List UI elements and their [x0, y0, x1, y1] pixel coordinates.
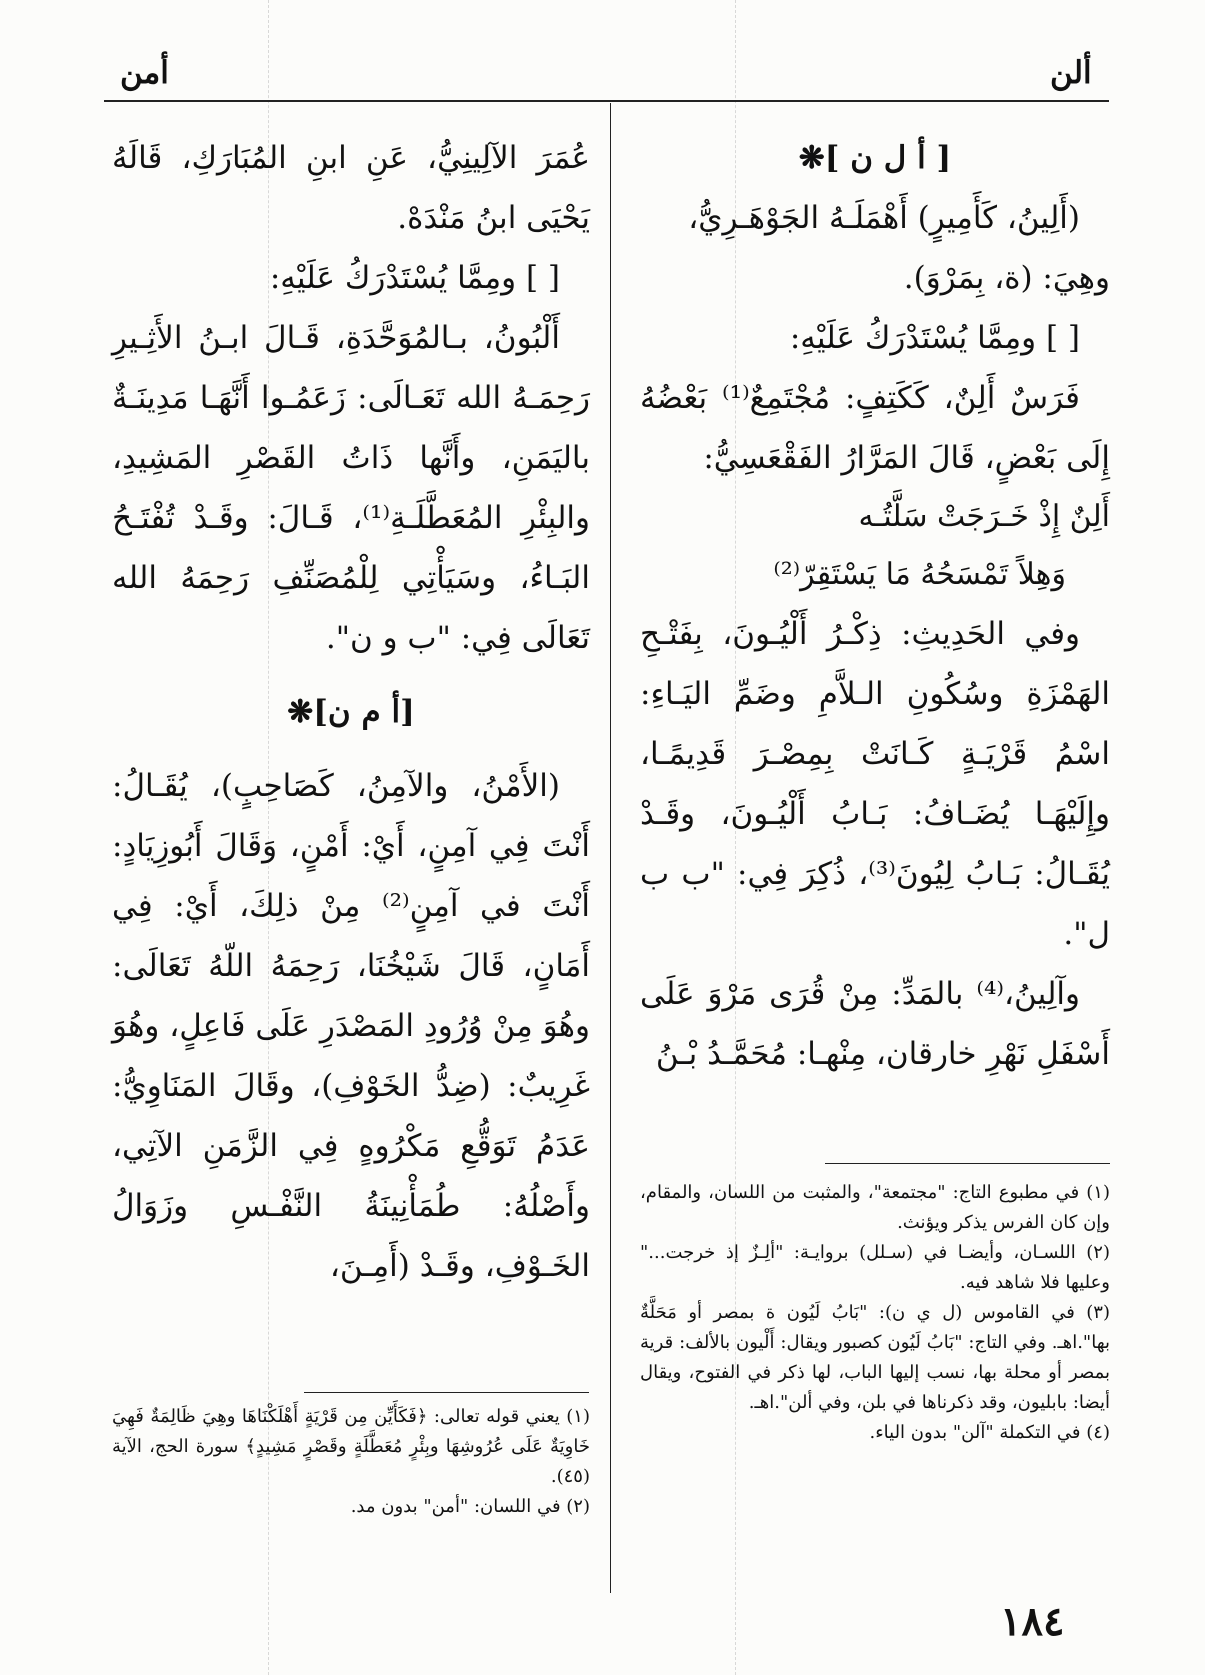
running-header-left: أمن — [120, 55, 169, 91]
paragraph: (أَلِينُ، كَأَمِيرٍ) أَهْمَلَـهُ الجَوْهَـرِيُّ، — [688, 200, 1080, 236]
footnote: (١) يعني قوله تعالى: ﴿فَكَأَيِّن مِن قَرْيَةٍ أَهْلَكْنَاهَا وهِيَ ظَالِمَةٌ فَهِيَ خَاوِيَةٌ عَلَى عُرُوشِهَا وبِئْرٍ مُعَطَّلَةٍ وقَصْرٍ مَشِيدٍ﴾ سورة الحج، الآية (٤٥). — [112, 1406, 590, 1487]
page-number: ١٨٤ — [1000, 1598, 1065, 1645]
left-column — [112, 128, 590, 1296]
paragraph: وآلِينُ،⁽⁴⁾ بالمَدِّ: مِنْ قُرَى مَرْوَ عَلَى أَسْفَلِ نَهْرِ خارقان، مِنْهـا: مُحَمَّـدُ بْـنُ — [640, 976, 1110, 1072]
paragraph: فَرَسٌ أَلِنٌ، كَكَتِفٍ: مُجْتَمِعٌ⁽¹⁾ بَعْضُهُ إِلَى بَعْضٍ، قَالَ المَرَّارُ الفَقْعَسِيُّ: — [640, 380, 1110, 476]
footnote: (٣) في القاموس (ل ي ن): "بَابُ لَيُون ة بمصر أو مَحَلَّةٌ بها".اهـ. وفي التاج: "بَابُ لَيُون كصبور ويقال: أَلْيون بالألف: قرية بمصر أو محلة بها، نسب إليها الباب، لها ذكر في الفتوح، ويقال أيضا: بابليون، وقد ذكرناها في بلن، وفي ألن".اهـ. — [640, 1302, 1110, 1413]
poem-line: أَلِنٌ إِذْ خَـرَجَتْ سَلَّتُـه — [858, 499, 1110, 534]
footnotes-right — [640, 1178, 1110, 1448]
poem-line: وَهِلاً تَمْسَحُهُ مَا يَسْتَقِرّ⁽²⁾ — [773, 557, 1066, 592]
paragraph: وهِيَ: (ة، بِمَرْوَ). — [903, 260, 1110, 296]
entry-heading-aln: [ أ ل ن ]❋ — [798, 140, 952, 176]
header-rule — [104, 100, 1109, 102]
footnote-rule — [825, 1163, 1110, 1164]
footnotes-left — [112, 1402, 590, 1522]
paragraph: وفي الحَدِيثِ: ذِكْـرُ أَلْيُـونَ، بِفَتْـحِ الهَمْزَةِ وسُكُونِ الـلاَّمِ وضَمِّ اليَـاءِ: اسْمُ قَرْيَـةٍ كَـانَتْ بِمِصْـرَ قَدِيمًـا، وإِلَيْهَـا يُضَـافُ: بَـابُ أَلْيُـونَ، وقَـدْ يُقَـالُ: بَـابُ لِيُونَ⁽³⁾، ذُكِرَ فِي: "ب ب ل". — [640, 616, 1111, 952]
footnote: (١) في مطبوع التاج: "مجتمعة"، والمثبت من اللسان، والمقام، وإن كان الفرس يذكر ويؤنث. — [640, 1182, 1110, 1233]
footnote-rule — [304, 1392, 589, 1393]
running-header-right: ألن — [1050, 55, 1092, 91]
footnote: (٢) اللسـان، وأيضـا في (سـلل) بروايـة: "ألِـزٌ إذ خرجت..." وعليها فلا شاهد فيه. — [640, 1242, 1110, 1293]
right-column — [640, 128, 1110, 1084]
entry-heading-amn: [أ م ن]❋ — [287, 694, 415, 730]
paragraph: (الأَمْنُ، والآمِنُ، كَصَاحِبٍ)، يُقَـالُ: أَنْتَ فِي آمِنٍ، أَيْ: أَمْنٍ، وَقَالَ أَبُوزِيَادٍ: أَنْتَ في آمِنٍ⁽²⁾ مِنْ ذلِكَ، أَيْ: فِي أَمَانٍ، قَالَ شَيْخُنَا، رَحِمَهُ اللّهُ تَعَالَى: وهُوَ مِنْ وُرُودِ المَصْدَرِ عَلَى فَاعِلٍ، وهُوَ غَرِيبٌ: (ضِدُّ الخَوْفِ)، وقَالَ المَنَاوِيُّ: عَدَمُ تَوَقُّعِ مَكْرُوهٍ فِي الزَّمَنِ الآتِي، وأَصْلُهُ: طُمَأْنِينَةُ النَّفْـسِ وزَوَالُ الخَـوْفِ، وقَـدْ (أَمِـنَ، — [112, 768, 591, 1284]
paragraph: [ ] ومِمَّا يُسْتَدْرَكُ عَلَيْهِ: — [789, 320, 1080, 356]
column-divider — [610, 103, 611, 1593]
paragraph: عُمَرَ الآلِينِيُّ، عَنِ ابنِ المُبَارَكِ، قَالَهُ يَحْيَى ابنُ مَنْدَهْ. — [112, 140, 590, 236]
paragraph: أَلْبُونُ، بـالمُوَحَّدَةِ، قَـالَ ابـنُ الأَثِـيرِ رَحِمَـهُ الله تَعَـالَى: زَعَمُـوا أَنَّهَـا مَدِينَـةٌ باليَمَنِ، وأَنَّها ذَاتُ القَصْرِ المَشِيدِ، والبِئْرِ المُعَطَّلَـةِ⁽¹⁾، قَـالَ: وقَـدْ تُفْتَـحُ البَـاءُ، وسَيَأْتِي لِلْمُصَنِّفِ رَحِمَهُ الله تَعَالَى فِي: "ب و ن". — [112, 320, 591, 656]
footnote: (٢) في اللسان: "أمن" بدون مد. — [350, 1496, 590, 1517]
footnote: (٤) في التكملة "آلن" بدون الياء. — [869, 1422, 1110, 1443]
paragraph: [ ] ومِمَّا يُسْتَدْرَكُ عَلَيْهِ: — [269, 260, 560, 296]
